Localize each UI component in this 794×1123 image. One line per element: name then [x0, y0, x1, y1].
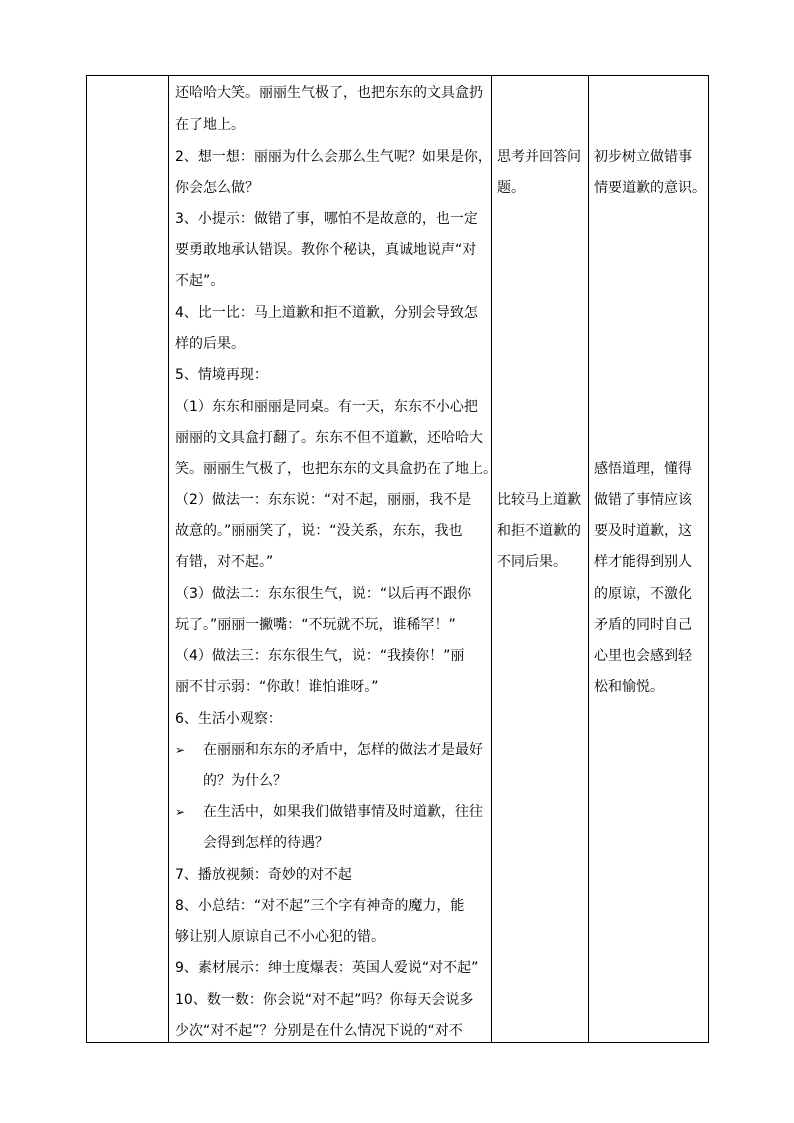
- process-line: 还哈哈大笑。丽丽生气极了，也把东东的文具盒扔: [175, 85, 483, 101]
- process-line: 4、比一比：马上道歉和拒不道歉，分别会导致怎: [175, 305, 478, 321]
- student-activity-cell: [492, 76, 589, 1043]
- process-line: 7、播放视频：奇妙的对不起: [175, 867, 352, 883]
- teaching-process-cell: [169, 76, 497, 1043]
- process-line: 10、数一数：你会说“对不起”吗？你每天会说多: [175, 992, 474, 1008]
- lesson-plan-table: [86, 75, 709, 1043]
- process-line: 2、想一想：丽丽为什么会那么生气呢？如果是你，: [175, 149, 492, 165]
- process-line: 你会怎么做？: [175, 180, 259, 196]
- intent-line: 的原谅，不激化: [594, 586, 692, 602]
- observation-line: 的？为什么？: [203, 773, 287, 789]
- intent-line: 情要道歉的意识。: [594, 180, 706, 196]
- intent-line: 样才能得到别人: [594, 554, 692, 570]
- intent-line: 矛盾的同时自己: [594, 617, 692, 633]
- student-line: 比较马上道歉: [497, 492, 581, 508]
- intent-line: 松和愉悦。: [594, 679, 664, 695]
- observation-line: 会得到怎样的待遇？: [203, 835, 329, 851]
- student-line: 题。: [497, 180, 525, 196]
- process-line: 少次“对不起”？分别是在什么情况下说的“对不: [175, 1023, 463, 1039]
- process-line: （1）东东和丽丽是同桌。有一天，东东不小心把: [175, 399, 478, 415]
- process-line: 8、小总结：“对不起”三个字有神奇的魔力，能: [175, 898, 465, 914]
- process-line: 要勇敢地承认错误。教你个秘诀，真诚地说声“对: [175, 242, 477, 258]
- process-line: （3）做法二：东东很生气，说：“以后再不跟你: [175, 586, 472, 602]
- bullet-arrow-icon: ➢: [175, 743, 186, 757]
- bullet-arrow-icon: ➢: [175, 805, 186, 819]
- process-line: 丽不甘示弱：“你敢！谁怕谁呀。”: [175, 679, 379, 695]
- student-line: 思考并回答问: [497, 149, 581, 165]
- design-intent-cell: [589, 76, 709, 1043]
- observation-line: 在生活中，如果我们做错事情及时道歉，往往: [203, 804, 483, 820]
- process-line: （2）做法一：东东说：“对不起，丽丽，我不是: [175, 492, 472, 508]
- process-line: 样的后果。: [175, 336, 245, 352]
- process-line: 不起”。: [175, 273, 225, 289]
- process-line: （4）做法三：东东很生气，说：“我揍你！”丽: [175, 648, 465, 664]
- process-line: 3、小提示：做错了事，哪怕不是故意的，也一定: [175, 211, 478, 227]
- process-line: 在了地上。: [175, 117, 245, 133]
- intent-line: 感悟道理，懂得: [594, 461, 692, 477]
- student-line: 不同后果。: [497, 554, 567, 570]
- process-line: 丽丽的文具盒打翻了。东东不但不道歉，还哈哈大: [175, 430, 483, 446]
- process-line: 有错，对不起。”: [175, 554, 274, 570]
- process-line: 玩了。”丽丽一撇嘴：“不玩就不玩，谁稀罕！”: [175, 617, 456, 633]
- intent-line: 初步树立做错事: [594, 149, 692, 165]
- process-line: 笑。丽丽生气极了，也把东东的文具盒扔在了地上。: [175, 461, 497, 477]
- observation-line: 在丽丽和东东的矛盾中，怎样的做法才是最好: [203, 742, 483, 758]
- student-line: 和拒不道歉的: [497, 523, 581, 539]
- intent-line: 心里也会感到轻: [594, 648, 692, 664]
- process-line: 5、情境再现：: [175, 367, 268, 383]
- intent-line: 要及时道歉，这: [594, 523, 692, 539]
- stage-column-cell: [87, 76, 169, 1043]
- intent-line: 做错了事情应该: [594, 492, 692, 508]
- process-line: 故意的。”丽丽笑了，说：“没关系，东东，我也: [175, 523, 463, 539]
- process-line: 6、生活小观察：: [175, 711, 282, 727]
- process-line: 9、素材展示：绅士度爆表：英国人爱说“对不起”: [175, 960, 479, 976]
- process-line: 够让别人原谅自己不小心犯的错。: [175, 929, 385, 945]
